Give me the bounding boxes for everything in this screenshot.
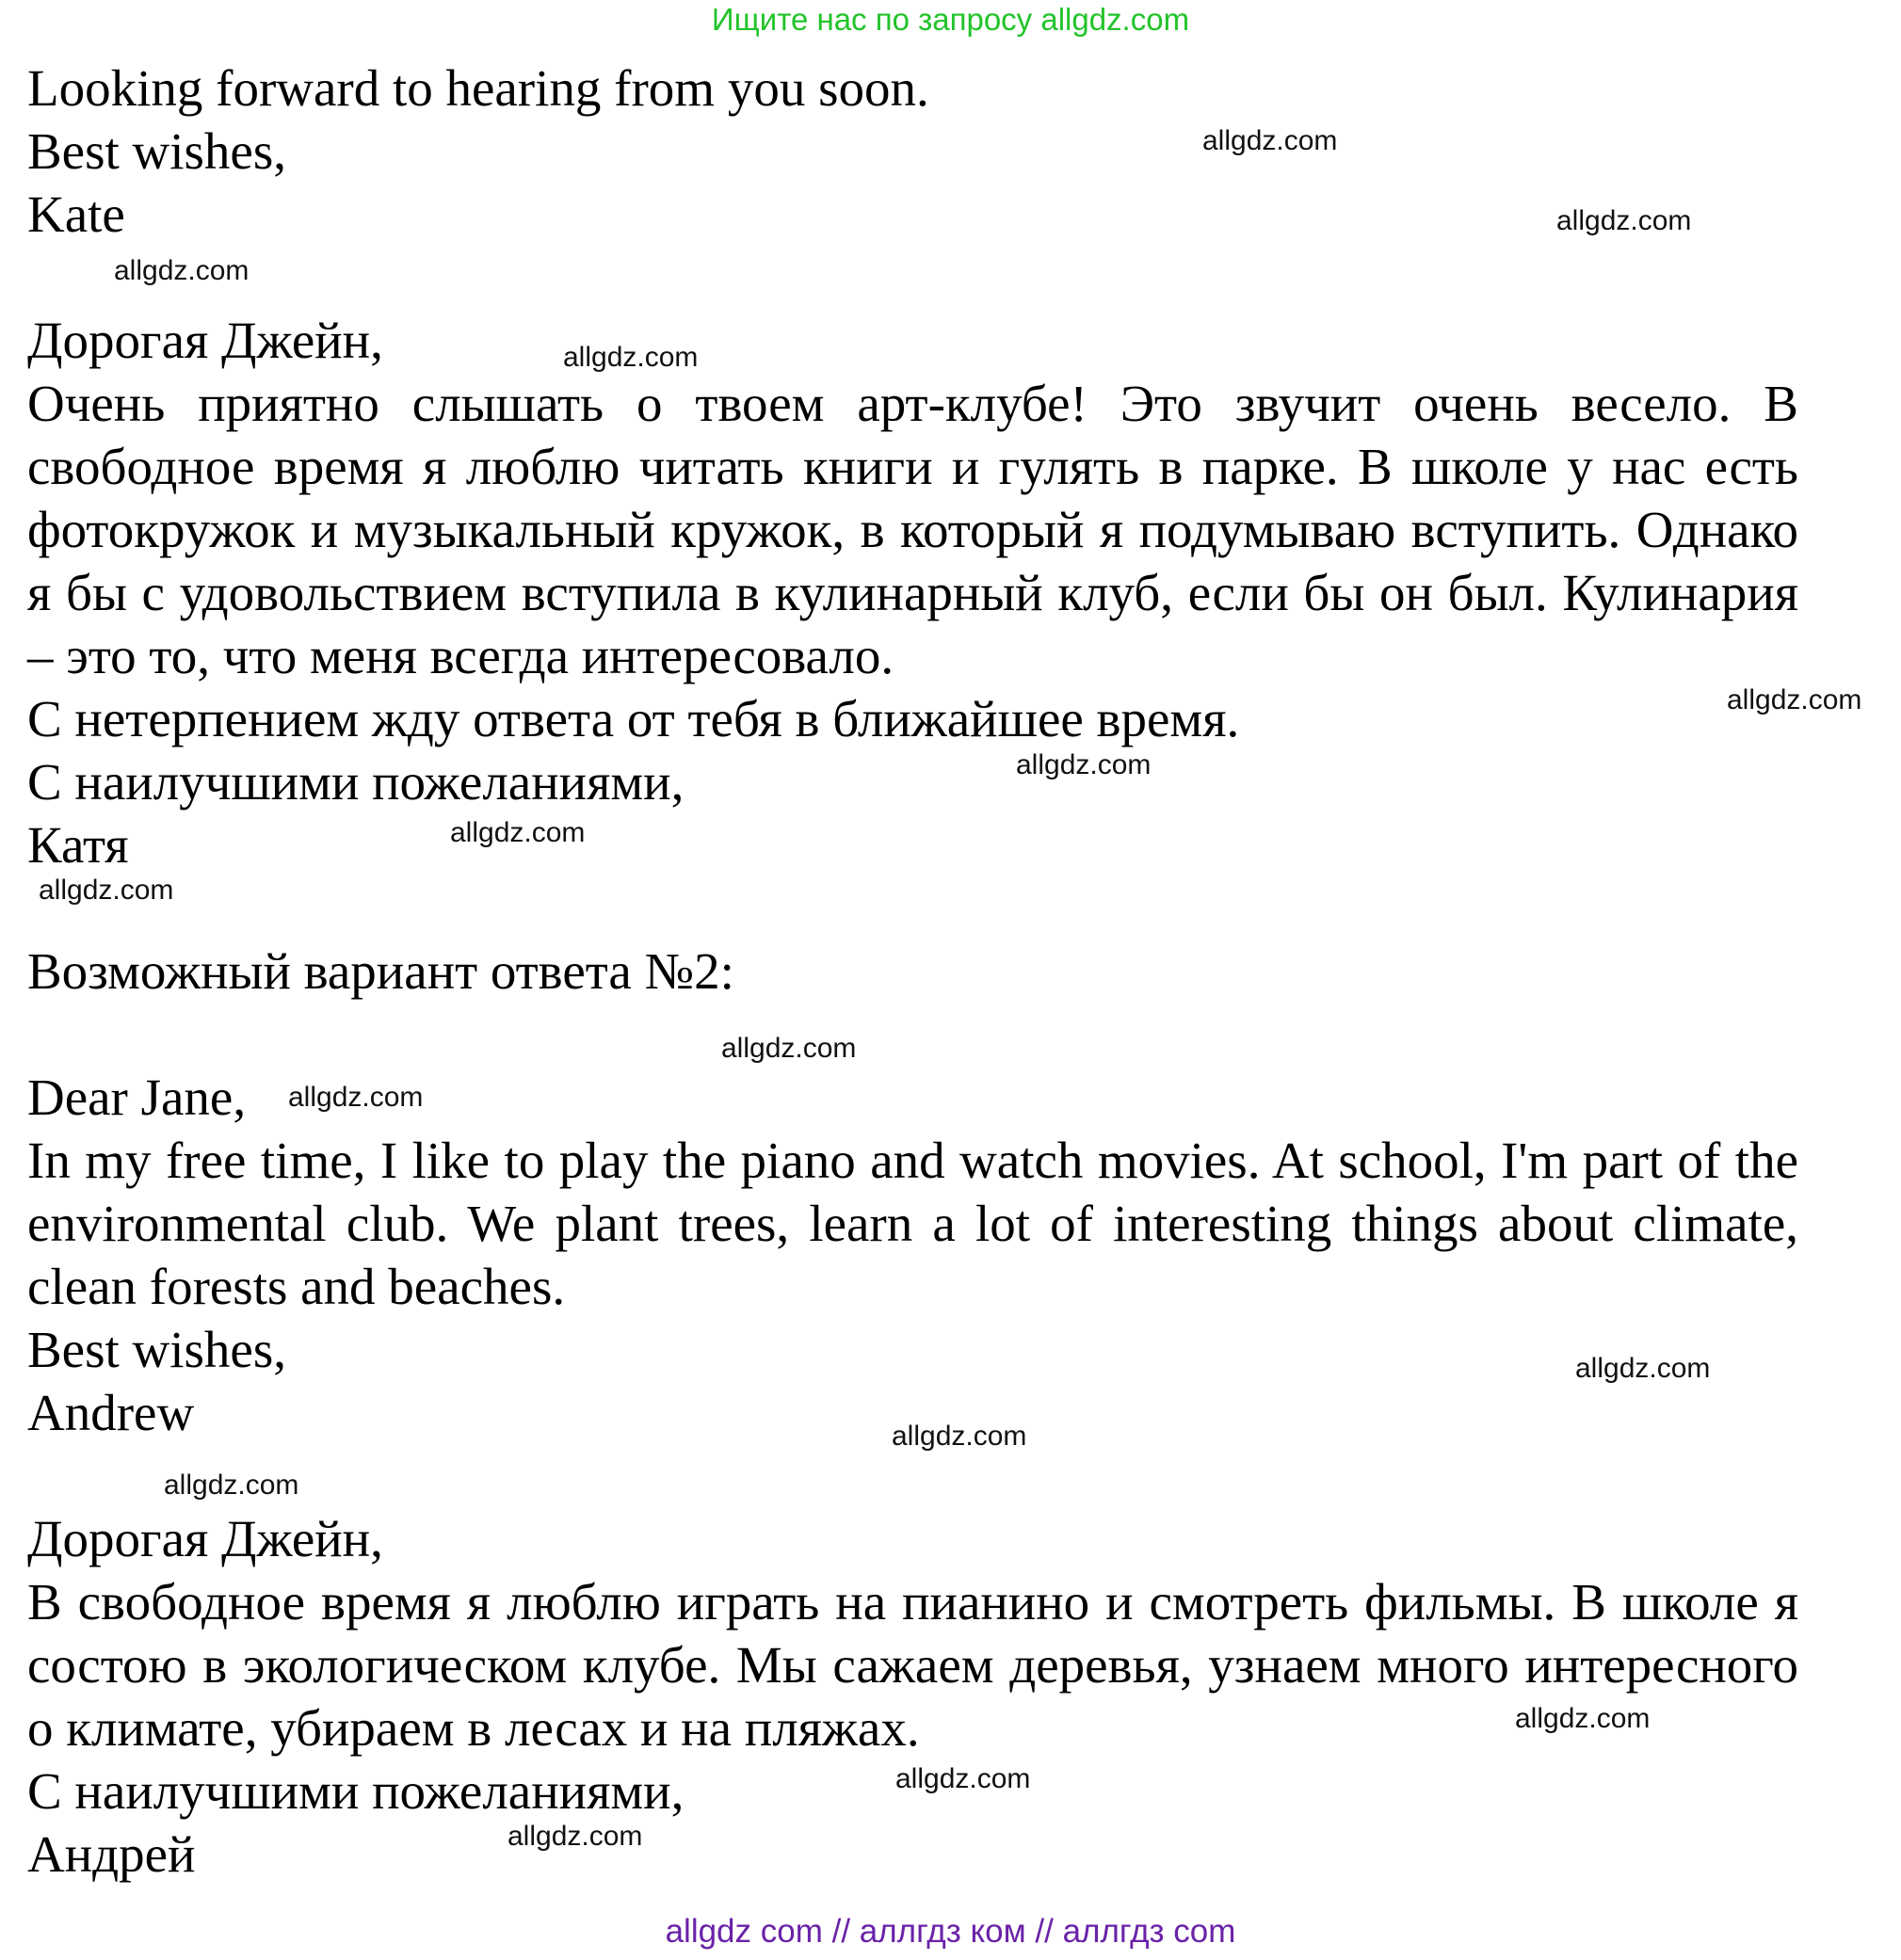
best-wishes-en-2: Best wishes, xyxy=(27,1321,286,1378)
best-wishes-ru-1: С наилучшими пожеланиями, xyxy=(27,753,685,811)
watermark: allgdz.com xyxy=(721,1033,857,1064)
greeting-ru-1: Дорогая Джейн, xyxy=(27,312,383,369)
watermark: allgdz.com xyxy=(895,1763,1031,1794)
watermark: allgdz.com xyxy=(1515,1703,1651,1734)
watermark: allgdz.com xyxy=(1016,749,1152,780)
signature-katya: Катя xyxy=(27,816,129,874)
closing-line-en: Looking forward to hearing from you soon. xyxy=(27,59,929,117)
watermark: allgdz.com xyxy=(1575,1353,1711,1384)
watermark: allgdz.com xyxy=(563,342,699,373)
greeting-en-2: Dear Jane, xyxy=(27,1068,247,1126)
signature-kate: Kate xyxy=(27,185,125,243)
variant-heading: Возможный вариант ответа №2: xyxy=(27,942,734,1000)
best-wishes-line: Best wishes, xyxy=(27,122,286,180)
closing-ru-1: С нетерпением жду ответа от тебя в ближайшее время. xyxy=(27,690,1240,747)
letter-body-ru-1: Очень приятно слышать о твоем арт-клубе! Это звучит очень весело. В свободное время я люблю читать книги и гулять в парке. В школе у нас есть фотокружок и музыкальный кружок, в который я подумываю вступить. Однако я бы с удовольствием вступила в кулинарный клуб, если бы он был. Кулинария – это то, что меня всегда интересовало. xyxy=(27,375,1798,684)
greeting-ru-2: Дорогая Джейн, xyxy=(27,1510,383,1567)
signature-andrew: Andrew xyxy=(27,1384,195,1441)
watermark: allgdz.com xyxy=(114,255,250,286)
signature-andrey: Андрей xyxy=(27,1825,196,1883)
watermark: allgdz.com xyxy=(288,1082,424,1113)
watermark: allgdz.com xyxy=(892,1421,1027,1452)
watermark: allgdz.com xyxy=(164,1470,299,1501)
watermark: allgdz.com xyxy=(1727,684,1862,715)
document-body xyxy=(27,56,1798,1886)
watermark: allgdz.com xyxy=(1202,125,1338,156)
spacer xyxy=(27,876,1798,940)
letter-body-en-2: In my free time, I like to play the piano and watch movies. At school, I'm part of the environmental club. We plant trees, learn a lot of interesting things about climate, clean forests and beaches. xyxy=(27,1132,1798,1315)
best-wishes-ru-2: С наилучшими пожеланиями, xyxy=(27,1762,685,1820)
watermark: allgdz.com xyxy=(450,817,586,848)
watermark: allgdz.com xyxy=(1556,205,1692,236)
spacer xyxy=(27,1003,1798,1066)
watermark: allgdz.com xyxy=(507,1821,643,1852)
letter-body-ru-2: В свободное время я люблю играть на пианино и смотреть фильмы. В школе я состою в экологическом клубе. Мы сажаем деревья, узнаем много интересного о климате, убираем в лесах и на пляжах. xyxy=(27,1573,1798,1757)
watermark: allgdz.com xyxy=(39,875,174,906)
top-banner: Ищите нас по запросу allgdz.com xyxy=(711,2,1190,37)
footer-watermark: allgdz com // аллгдз ком // аллгдз com xyxy=(665,1913,1236,1950)
spacer xyxy=(27,246,1798,309)
